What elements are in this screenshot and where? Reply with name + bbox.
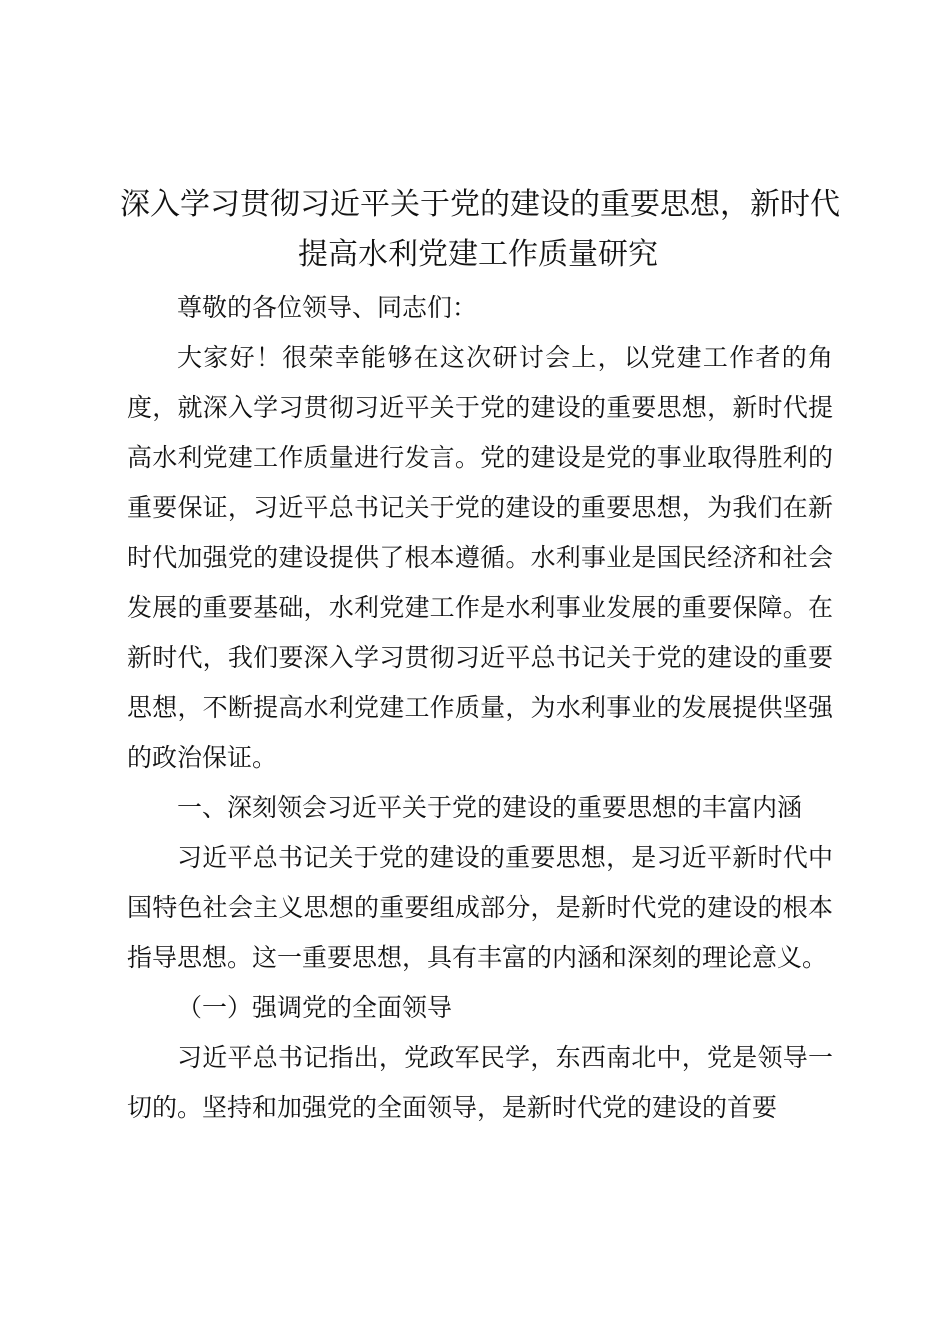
salutation: 尊敬的各位领导、同志们： [177, 293, 478, 322]
title-line-1: 深入学习贯彻习近平关于党的建设的重要思想，新时代 [120, 187, 840, 222]
intro-paragraph: 大家好！很荣幸能够在这次研讨会上，以党建工作者的角度，就深入学习贯彻习近平关于党的建设的重要思想，新时代提高水利党建工作质量进行发言。党的建设是党的事业取得胜利的重要保证，习近平总书记关于党的建设的重要思想，为我们在新时代加强党的建设提供了根本遵循。水利事业是国民经济和社会发展的重要基础，水利党建工作是水利事业发展的重要保障。在新时代，我们要深入学习贯彻习近平总书记关于党的建设的重要思想，不断提高水利党建工作质量，为水利事业的发展提供坚强的政治保证。 [127, 343, 833, 772]
document-body [127, 283, 833, 1133]
subsection-1-paragraph: 习近平总书记指出，党政军民学，东西南北中，党是领导一切的。坚持和加强党的全面领导，是新时代党的建设的首要 [127, 1043, 833, 1122]
document-title [120, 180, 840, 280]
section-1-heading: 一、深刻领会习近平关于党的建设的重要思想的丰富内涵 [177, 793, 803, 822]
section-1-paragraph: 习近平总书记关于党的建设的重要思想，是习近平新时代中国特色社会主义思想的重要组成部分，是新时代党的建设的根本指导思想。这一重要思想，具有丰富的内涵和深刻的理论意义。 [127, 843, 833, 972]
title-line-2: 提高水利党建工作质量研究 [298, 237, 658, 272]
subsection-1-heading: （一）强调党的全面领导 [177, 993, 453, 1022]
